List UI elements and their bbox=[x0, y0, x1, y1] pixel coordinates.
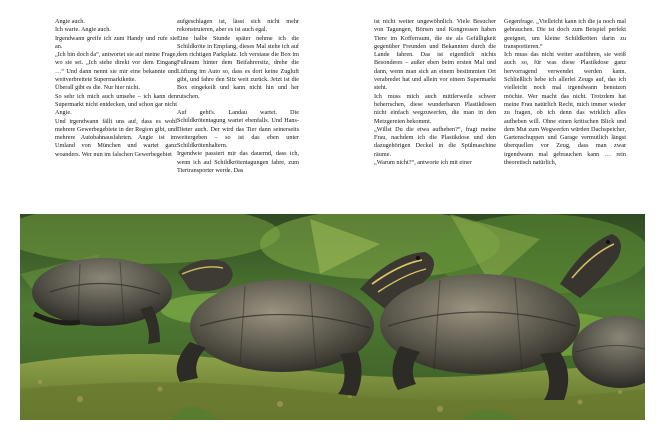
paragraph: Ich warte. Angie auch. bbox=[55, 26, 111, 34]
paragraph: Ich muss das nicht weiter ausführen, sie weiß auch so, für was diese Plastikdose ganz hervorragend verwendet werden kann. Schließlich hebe ich allerlei Zeugs auf, das ich vielleicht noch mal irgendwann benutzen möchte. Wer macht das nicht. Trotzdem hat meine Frau natürlich Recht, mich immer wieder zu fragen, ob ich denn das wirklich alles aufheben will. Ohne einen kritischen Blick und dem Mut zum Wegwerfen würden Dachspeicher, Gartenschuppen und Garage vermutlich längst überquellen vor Zeug, dass man zwar irgendwann mal gebrauchen kann … rein theoretisch natürlich, bbox=[504, 51, 626, 167]
paragraph: Gegenfrage. „Vielleicht kann ich die ja noch mal gebrauchen. Die ist doch zum Beispiel perfekt geeignet, um kleine Schildkröten darin zu transportieren.“ bbox=[504, 18, 626, 50]
paragraph: aufgeschlagen ist, lässt sich nicht mehr rekonstruieren, aber es ist auch egal. bbox=[177, 18, 299, 34]
paragraph: „Warum nicht?“, antworte ich mit einer bbox=[374, 159, 472, 167]
text-column-2 bbox=[177, 18, 299, 175]
paragraph: Irgendwie passiert mir das dauernd, dass ich, wenn ich auf Schildkrötentagungen fahre, zum Tiertransporter werde. Das bbox=[177, 150, 299, 175]
text-column-3 bbox=[374, 18, 496, 167]
text-column-1 bbox=[55, 18, 177, 159]
paragraph: So sehr ich mich auch umsehe – ich kann den Supermarkt nicht entdecken, und schon gar nicht Angie. bbox=[55, 92, 177, 117]
paragraph: ist nicht weiter ungewöhnlich. Viele Besucher von Tagungen, Börsen und Kongressen haben Tiere im Kofferraum, die sie als Gefälligkeit gegenüber Freunden und Bekannten durch die Lande fahren. Das ist eigentlich nichts Besonderes – außer eben beim ersten Mal und dann, wenn man sich an einem bestimmten Ort verabredet hat und allein vor einem Supermarkt steht. bbox=[374, 18, 496, 92]
paragraph: Und irgendwann fällt uns auf, dass es wohl mehrere Gewerbegebiete in der Region gibt, und mehrere Autobahnausfahrten. Angie ist im Umland von München und wartet ganz woanders. Wer nun im falschen Gewerbegebiet bbox=[55, 117, 177, 158]
turtles-photo bbox=[20, 214, 645, 420]
paragraph: Ich muss mich auch mittlerweile schwer beherrschen, diese wunderbaren Plastikdosen nicht einfach wegzuwerfen, die man in den Metzgereien bekommt. bbox=[374, 92, 496, 125]
paragraph: Angie auch. bbox=[55, 18, 85, 25]
paragraph: „Ich bin doch da“, antwortet sie auf meine Frage, wo sie sei. „Ich stehe direkt vor dem Eingang …“ Und dann nennt sie mir eine bekannte und weitverbreitete Supermarktkette. bbox=[55, 51, 177, 84]
paragraph: Überall gibt es die. Nur hier nicht. bbox=[55, 84, 140, 92]
paragraph: „Willst Du die etwa aufheben?“, fragt meine Frau, nachdem ich die Plastikdose und den dazugehörigen Deckel in die Spülmaschine räume. bbox=[374, 125, 496, 158]
text-column-4 bbox=[504, 18, 626, 167]
paragraph: Auf geht's. Landau wartet. Die Schildkrötentagung wartet ebenfalls. Und Hans-Dieter auch. Der wird das Tier dann seinerseits weitergeben – so ist das eben unter Schildkrötenhaltern. bbox=[177, 108, 299, 150]
paragraph: Eine halbe Stunde später nehme ich die Schildkröte in Empfang, dieses Mal stehe ich auf dem richtigen Parkplatz. Ich verstaue die Box im Fußraum hinter dem Beifahrersitz, drehe die Lüftung im Auto so, dass es dort keine Zugluft gibt, und fahre den Sitz weit zurück. Jetzt ist die Box eingekeilt und kann nicht hin und her rutschen. bbox=[177, 34, 299, 100]
paragraph: Irgendwann greife ich zum Handy und rufe sie an. bbox=[55, 34, 177, 50]
